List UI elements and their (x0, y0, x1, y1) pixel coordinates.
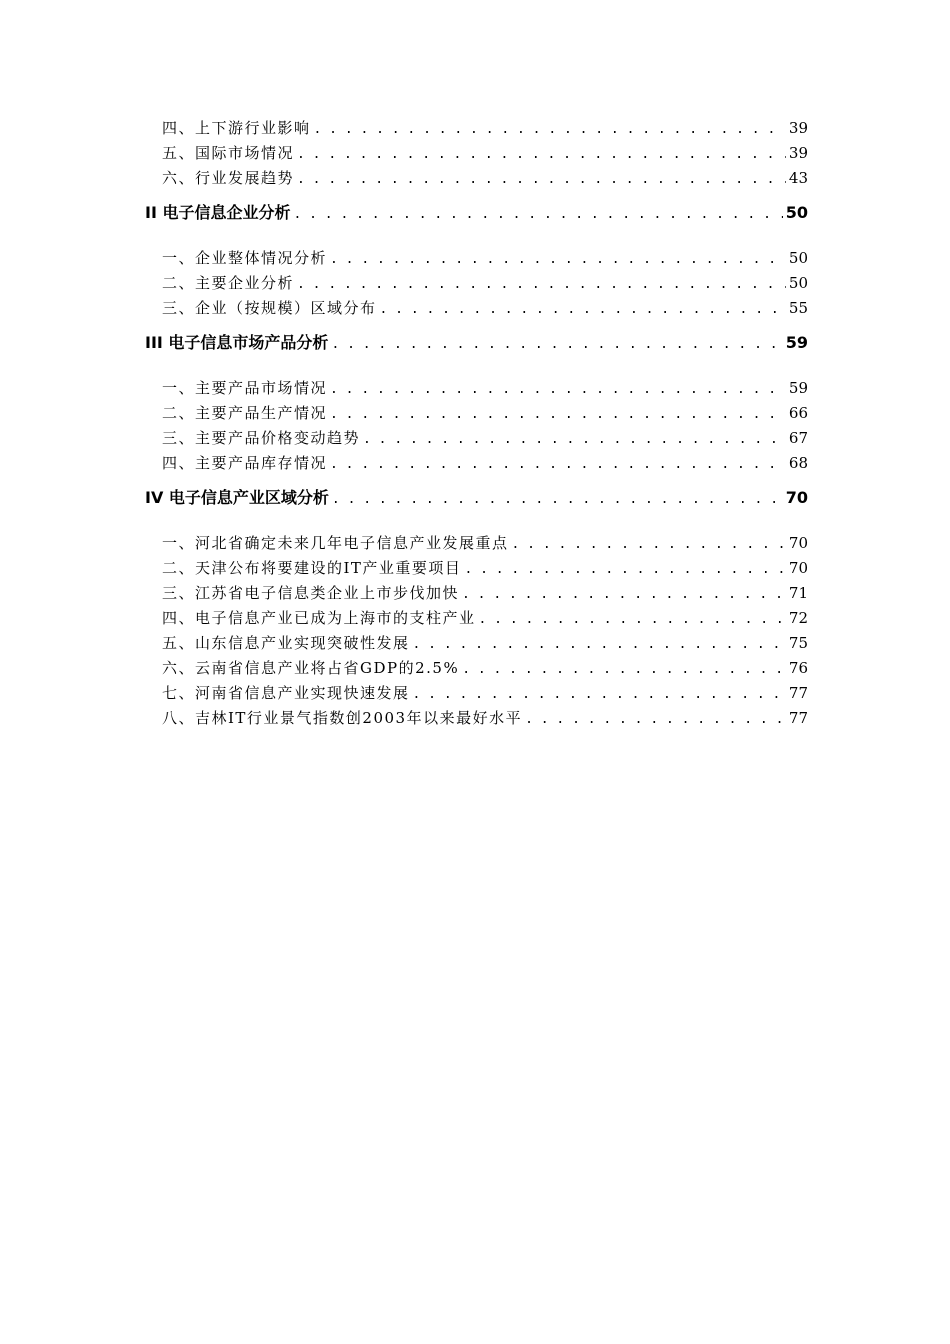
toc-entry-title: 六、行业发展趋势 (162, 169, 295, 187)
toc-entry-title: 四、电子信息产业已成为上海市的支柱产业 (162, 609, 476, 627)
toc-chapter[interactable] (145, 202, 808, 224)
toc-entry-page: 77 (788, 709, 808, 727)
dot-leader (464, 559, 785, 581)
toc-entry[interactable] (162, 682, 808, 704)
toc-entry-page: 75 (788, 634, 808, 652)
toc-entry-page: 70 (788, 534, 808, 552)
toc-entry-page: 77 (788, 684, 808, 702)
toc-chapter-title: IV 电子信息产业区域分析 (145, 488, 329, 507)
toc-chapter[interactable] (145, 332, 808, 354)
toc-entry-title: 五、山东信息产业实现突破性发展 (162, 634, 410, 652)
dot-leader (293, 204, 782, 226)
dot-leader (297, 274, 786, 296)
dot-leader (413, 684, 786, 706)
toc-chapter[interactable] (145, 487, 808, 509)
toc-entry-title: 一、河北省确定未来几年电子信息产业发展重点 (162, 534, 509, 552)
dot-leader (330, 249, 786, 271)
toc-chapter-page: 59 (785, 333, 808, 352)
toc-entry[interactable] (162, 582, 808, 604)
toc-entry-title: 一、主要产品市场情况 (162, 379, 328, 397)
dot-leader (380, 299, 786, 321)
toc-entry-title: 七、河南省信息产业实现快速发展 (162, 684, 410, 702)
toc-entry-title: 二、主要产品生产情况 (162, 404, 328, 422)
dot-leader (413, 634, 786, 656)
toc-entry-title: 三、主要产品价格变动趋势 (162, 429, 361, 447)
toc-entry[interactable] (162, 117, 808, 139)
toc-entry-page: 67 (788, 429, 808, 447)
toc-entry[interactable] (162, 272, 808, 294)
toc-entry-title: 二、天津公布将要建设的IT产业重要项目 (162, 559, 462, 577)
toc-entry-page: 66 (788, 404, 808, 422)
toc-entry-page: 76 (788, 659, 808, 677)
dot-leader (462, 659, 786, 681)
toc-entry-page: 70 (788, 559, 808, 577)
toc-entry[interactable] (162, 247, 808, 269)
toc-chapter-page: 70 (785, 488, 808, 507)
toc-entry-page: 50 (788, 274, 808, 292)
dot-leader (330, 379, 786, 401)
toc-entry-page: 39 (788, 119, 808, 137)
toc-entry-title: 一、企业整体情况分析 (162, 249, 328, 267)
dot-leader (479, 609, 786, 631)
toc-entry[interactable] (162, 452, 808, 474)
toc-entry-title: 三、江苏省电子信息类企业上市步伐加快 (162, 584, 460, 602)
toc-entry-page: 39 (788, 144, 808, 162)
toc-entry[interactable] (162, 632, 808, 654)
toc-chapter-title: II 电子信息企业分析 (145, 203, 291, 222)
toc-entry[interactable] (162, 657, 808, 679)
toc-entry-title: 三、企业（按规模）区域分布 (162, 299, 377, 317)
toc-entry[interactable] (162, 377, 808, 399)
dot-leader (330, 404, 786, 426)
toc-entry[interactable] (162, 707, 808, 729)
dot-leader (330, 454, 786, 476)
toc-entry-title: 五、国际市场情况 (162, 144, 295, 162)
toc-entry-page: 72 (788, 609, 808, 627)
toc-entry-title: 二、主要企业分析 (162, 274, 295, 292)
toc-entry-page: 55 (788, 299, 808, 317)
dot-leader (512, 534, 786, 556)
toc-entry-page: 59 (788, 379, 808, 397)
toc-entry[interactable] (162, 532, 808, 554)
toc-entry-title: 四、上下游行业影响 (162, 119, 311, 137)
toc-entry[interactable] (162, 557, 808, 579)
toc-entry-title: 八、吉林IT行业景气指数创2003年以来最好水平 (162, 709, 523, 727)
dot-leader (525, 709, 786, 731)
dot-leader (297, 169, 786, 191)
toc-entry-title: 六、云南省信息产业将占省GDP的2.5% (162, 659, 460, 677)
dot-leader (331, 334, 782, 356)
toc-entry[interactable] (162, 607, 808, 629)
dot-leader (297, 144, 786, 166)
toc-entry-page: 43 (788, 169, 808, 187)
toc-entry[interactable] (162, 142, 808, 164)
toc-chapter-page: 50 (785, 203, 808, 222)
toc-entry[interactable] (162, 427, 808, 449)
toc-entry[interactable] (162, 297, 808, 319)
toc-entry[interactable] (162, 402, 808, 424)
dot-leader (363, 429, 786, 451)
toc-entry[interactable] (162, 167, 808, 189)
toc-entry-page: 50 (788, 249, 808, 267)
toc-chapter-title: III 电子信息市场产品分析 (145, 333, 329, 352)
toc-entry-page: 68 (788, 454, 808, 472)
dot-leader (314, 119, 786, 141)
toc-entry-title: 四、主要产品库存情况 (162, 454, 328, 472)
dot-leader (332, 489, 783, 511)
toc-entry-page: 71 (788, 584, 808, 602)
dot-leader (462, 584, 786, 606)
